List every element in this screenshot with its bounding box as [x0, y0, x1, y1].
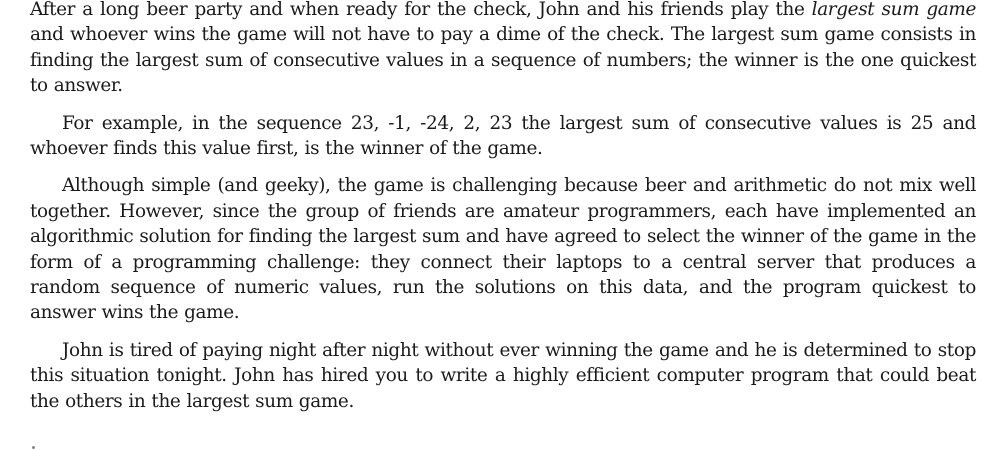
intro-text-after: and whoever wins the game will not have to pay a dime of the check. The largest sum game consists in finding the largest sum of consecutive values in a sequence of numbers; the winner is the one quickest to answer.	[30, 24, 976, 97]
paragraph-example: For example, in the sequence 23, -1, -24, 2, 23 the largest sum of consecutive values is 25 and whoever finds this value first, is the winner of the game.	[30, 112, 976, 160]
paragraph-task: John is tired of paying night after night without ever winning the game and he is determined to stop this situation tonight. John has hired you to write a highly efficient computer program that could beat the others in the largest sum game.	[30, 339, 976, 412]
paragraph-intro	[30, 0, 976, 99]
game-name-emphasis: largest sum game	[811, 0, 976, 20]
problem-statement	[30, 0, 976, 426]
page-edge-mark	[32, 446, 35, 449]
intro-text-before: After a long beer party and when ready for the check, John and his friends play the	[30, 0, 812, 20]
paragraph-challenge: Although simple (and geeky), the game is challenging because beer and arithmetic do not mix well together. However, since the group of friends are amateur programmers, each have implemented an algorithmic solution for finding the largest sum and have agreed to select the winner of the game in the form of a programming challenge: they connect their laptops to a central server that produces a random sequence of numeric values, run the solutions on this data, and the program quickest to answer wins the game.	[30, 175, 976, 324]
